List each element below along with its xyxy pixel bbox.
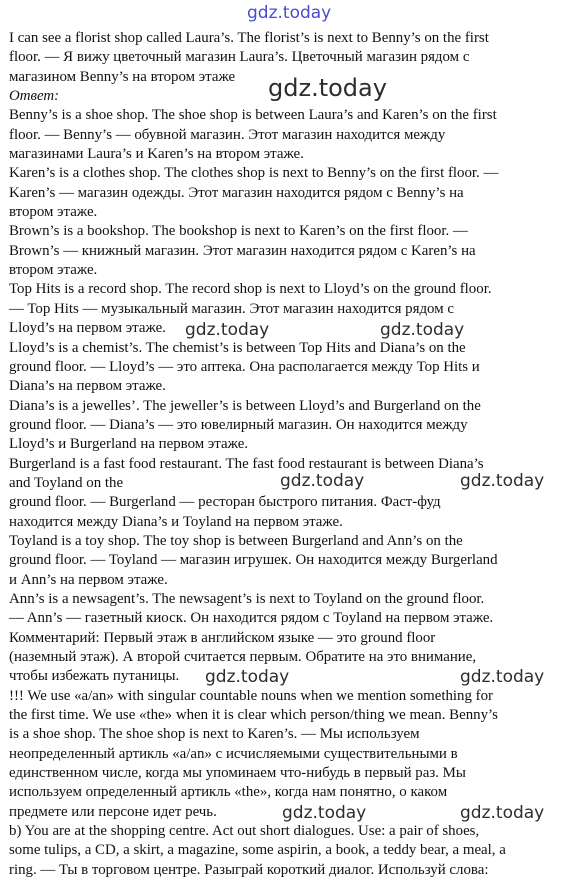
text-line: the first time. We use «the» when it is clear which person/thing we mean. Benny’s [9,707,498,724]
watermark-large: gdz.today [268,74,387,102]
text-line: Diana’s на первом этаже. [9,378,166,395]
text-line: магазинами Laura’s и Karen’s на втором этаже. [9,146,304,163]
text-line: I can see a florist shop called Laura’s. The florist’s is next to Benny’s on the first [9,30,489,46]
text-line: Lloyd’s на первом этаже. [9,320,166,337]
text-line: втором этаже. [9,204,98,221]
text-line: Karen’s — магазин одежды. Этот магазин находится рядом с Benny’s на [9,184,464,201]
text-line: and Toyland on the [9,474,124,491]
text-line: some tulips, a CD, a skirt, a magazine, some aspirin, a book, a teddy bear, a meal, a [9,842,506,859]
watermark-top: gdz.today [247,3,332,23]
text-line: предмете или персоне идет речь. [9,803,217,820]
text-line: и Ann’s на первом этаже. [9,571,168,588]
text-line: Brown’s — книжный магазин. Этот магазин находится рядом с Karen’s на [9,242,476,259]
answer-label: Ответ: [9,88,60,105]
watermark: gdz.today [460,471,545,491]
text-line: ground floor. — Burgerland — ресторан быстрого питания. Фаст-фуд [9,494,441,511]
watermark: gdz.today [460,803,545,823]
text-line: — Ann’s — газетный киоск. Он находится рядом с Toyland на первом этаже. [9,610,494,627]
text-line: ground floor. — Diana’s — это ювелирный магазин. Он находится между [9,416,468,433]
watermark: gdz.today [280,471,365,491]
text-line: втором этаже. [9,262,98,279]
text-line: магазином Benny’s на втором этаже [9,68,236,85]
text-line: находится между Diana’s и Toyland на первом этаже. [9,513,343,530]
watermark: gdz.today [282,803,367,823]
text-line: is a shoe shop. The shoe shop is next to Karen’s. — Мы используем [9,726,420,743]
text-line: — Top Hits — музыкальный магазин. Этот магазин находится рядом с [9,300,454,317]
text-line: Toyland is a toy shop. The toy shop is between Burgerland and Ann’s on the [9,532,463,549]
text-line: !!! We use «a/an» with singular countable nouns when we mention something for [9,687,494,704]
text-line: floor. — Я вижу цветочный магазин Laura’s. Цветочный магазин рядом с [9,49,470,66]
text-line: Lloyd’s is a chemist’s. The chemist’s is between Top Hits and Diana’s on the [9,339,466,356]
text-line: Комментарий: Первый этаж в английском языке — это ground floor [9,629,436,646]
text-line: Karen’s is a clothes shop. The clothes shop is next to Benny’s on the first floor. — [9,165,499,182]
text-line: чтобы избежать путаницы. [9,668,180,685]
text-line: Burgerland is a fast food restaurant. The fast food restaurant is between Diana’s [9,455,484,472]
text-line: Benny’s is a shoe shop. The shoe shop is between Laura’s and Karen’s on the first [9,107,497,124]
text-line: используем определенный артикль «the», когда нам понятно, о каком [9,784,448,801]
text-line: Lloyd’s и Burgerland на первом этаже. [9,436,249,453]
text-line: ring. — Ты в торговом центре. Разыграй короткий диалог. Используй слова: [9,861,489,878]
text-line: Brown’s is a bookshop. The bookshop is next to Karen’s on the first floor. — [9,223,468,240]
text-line: (наземный этаж). А второй считается первым. Обратите на это внимание, [9,649,477,665]
document-text [9,29,575,880]
watermark: gdz.today [205,667,290,687]
text-line: ground floor. — Toyland — магазин игрушек. Он находится между Burgerland [9,552,498,569]
watermark: gdz.today [185,320,270,340]
text-line: Diana’s is a jewelles’. The jeweller’s is between Lloyd’s and Burgerland on the [9,397,481,414]
text-line: ground floor. — Lloyd’s — это аптека. Она располагается между Top Hits и [9,358,480,375]
watermark: gdz.today [460,667,545,687]
text-line: Ann’s is a newsagent’s. The newsagent’s is next to Toyland on the ground floor. [9,590,485,607]
watermark: gdz.today [380,320,465,340]
text-line: b) You are at the shopping centre. Act out short dialogues. Use: a pair of shoes, [9,823,480,840]
text-line: Top Hits is a record shop. The record shop is next to Lloyd’s on the ground floor. [9,281,492,298]
text-line: неопределенный артикль «a/an» с исчисляемыми существительными в [9,745,458,762]
text-line: floor. — Benny’s — обувной магазин. Этот магазин находится между [9,126,446,143]
text-line: единственном числе, когда мы упоминаем что-нибудь в первый раз. Мы [9,765,466,782]
